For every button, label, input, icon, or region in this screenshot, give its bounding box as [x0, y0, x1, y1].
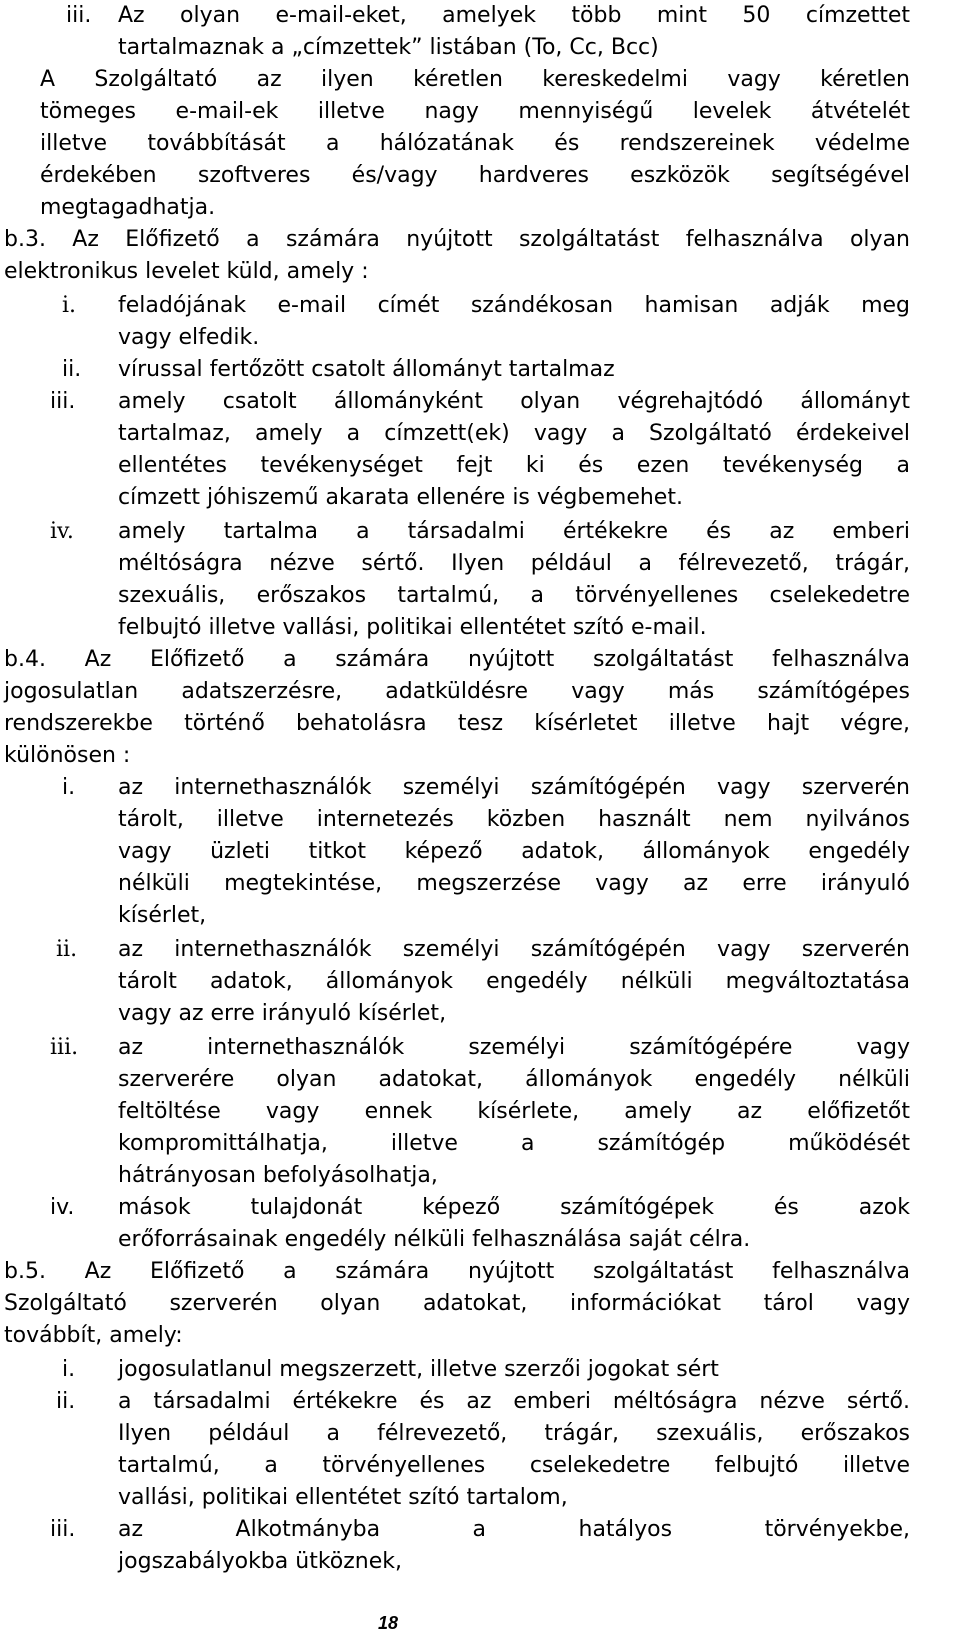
list-item-line: vagy üzleti titkot képező adatok, állományok engedély [118, 839, 910, 864]
list-marker: ii. [56, 937, 78, 962]
list-marker: i. [62, 293, 77, 318]
list-marker: iv. [50, 1195, 75, 1220]
list-marker: i. [62, 775, 76, 800]
paragraph-line: érdekében szoftveres és/vagy hardveres eszközök segítségével [40, 163, 910, 188]
list-item-line: jogszabályokba ütköznek, [118, 1549, 402, 1574]
list-item-line: feltöltése vagy ennek kísérlete, amely az előfizetőt [118, 1099, 910, 1124]
section-heading-b4: b.4. Az Előfizető a számára nyújtott szolgáltatást felhasználva [4, 647, 910, 672]
paragraph-line: Szolgáltató szerverén olyan adatokat, információkat tárol vagy [4, 1291, 910, 1316]
paragraph-line: elektronikus levelet küld, amely : [4, 259, 369, 284]
paragraph-line: Az olyan e-mail-eket, amelyek több mint 50 címzettet [118, 3, 910, 28]
list-item-line: felbujtó illetve vallási, politikai ellentétet szító e-mail. [118, 615, 707, 640]
list-item-line: vagy elfedik. [118, 325, 260, 350]
paragraph-line: A Szolgáltató az ilyen kéretlen kereskedelmi vagy kéretlen [40, 67, 910, 92]
list-item-line: tartalmú, a törvényellenes cselekedetre felbujtó illetve [118, 1453, 910, 1478]
list-marker: iii. [50, 389, 76, 414]
paragraph-line: tömeges e-mail-ek illetve nagy mennyiségű levelek átvételét [40, 99, 910, 124]
list-item-line: hátrányosan befolyásolhatja, [118, 1163, 438, 1188]
list-item-line: feladójának e-mail címét szándékosan hamisan adják meg [118, 293, 910, 318]
list-item-line: amely tartalma a társadalmi értékekre és az emberi [118, 519, 910, 544]
list-item-line: a társadalmi értékekre és az emberi méltóságra nézve sértő. [118, 1389, 910, 1414]
list-item-line: kísérlet, [118, 903, 207, 928]
paragraph-line: továbbít, amely: [4, 1323, 183, 1348]
list-item-line: méltóságra nézve sértő. Ilyen például a félrevezető, trágár, [118, 551, 910, 576]
paragraph-line: illetve továbbítását a hálózatának és rendszereinek védelme [40, 131, 910, 156]
list-item-line: vallási, politikai ellentétet szító tartalom, [118, 1485, 568, 1510]
list-item-line: címzett jóhiszemű akarata ellenére is végbemehet. [118, 485, 683, 510]
list-item-line: az internethasználók személyi számítógépén vagy szerverén [118, 775, 910, 800]
list-item-line: erőforrásainak engedély nélküli felhasználása saját célra. [118, 1227, 751, 1252]
list-item-line: ellentétes tevékenységet fejt ki és ezen tevékenység a [118, 453, 910, 478]
list-item-line: mások tulajdonát képező számítógépek és azok [118, 1195, 910, 1220]
list-item-line: tartalmaz, amely a címzett(ek) vagy a Szolgáltató érdekeivel [118, 421, 910, 446]
list-item-line: az Alkotmányba a hatályos törvényekbe, [118, 1517, 910, 1542]
list-marker: ii. [56, 1389, 76, 1414]
list-marker: iii. [66, 3, 92, 28]
list-item-line: amely csatolt állományként olyan végrehajtódó állományt [118, 389, 910, 414]
list-item-line: Ilyen például a félrevezető, trágár, szexuális, erőszakos [118, 1421, 910, 1446]
paragraph-line: jogosulatlan adatszerzésre, adatküldésre vagy más számítógépes [4, 679, 910, 704]
list-item-line: nélküli megtekintése, megszerzése vagy az erre irányuló [118, 871, 910, 896]
paragraph-line: tartalmaznak a „címzettek” listában (To, Cc, Bcc) [118, 35, 659, 60]
list-item-line: vagy az erre irányuló kísérlet, [118, 1001, 447, 1026]
paragraph-line: különösen : [4, 743, 131, 768]
page-number: 18 [378, 1613, 399, 1633]
list-marker: iii. [50, 1035, 79, 1060]
list-marker: i. [62, 1357, 76, 1382]
list-item-line: az internethasználók személyi számítógépén vagy szerverén [118, 937, 910, 962]
paragraph-line: megtagadhatja. [40, 195, 216, 220]
list-marker: iii. [50, 1517, 76, 1542]
list-marker: ii. [62, 357, 82, 382]
section-heading-b3: b.3. Az Előfizető a számára nyújtott szolgáltatást felhasználva olyan [4, 227, 910, 252]
list-item-line: az internethasználók személyi számítógépére vagy [118, 1035, 910, 1060]
list-item-line: tárolt adatok, állományok engedély nélküli megváltoztatása [118, 969, 910, 994]
list-item-line: tárolt, illetve internetezés közben használt nem nyilvános [118, 807, 910, 832]
paragraph-line: rendszerekbe történő behatolásra tesz kísérletet illetve hajt végre, [4, 711, 910, 736]
list-item-line: szerverére olyan adatokat, állományok engedély nélküli [118, 1067, 910, 1092]
list-item-line: kompromittálhatja, illetve a számítógép működését [118, 1131, 910, 1156]
list-item-line: vírussal fertőzött csatolt állományt tartalmaz [118, 357, 615, 382]
list-item-line: jogosulatlanul megszerzett, illetve szerzői jogokat sért [118, 1357, 719, 1382]
list-item-line: szexuális, erőszakos tartalmú, a törvényellenes cselekedetre [118, 583, 910, 608]
list-marker: iv. [50, 519, 74, 544]
section-heading-b5: b.5. Az Előfizető a számára nyújtott szolgáltatást felhasználva [4, 1259, 910, 1284]
